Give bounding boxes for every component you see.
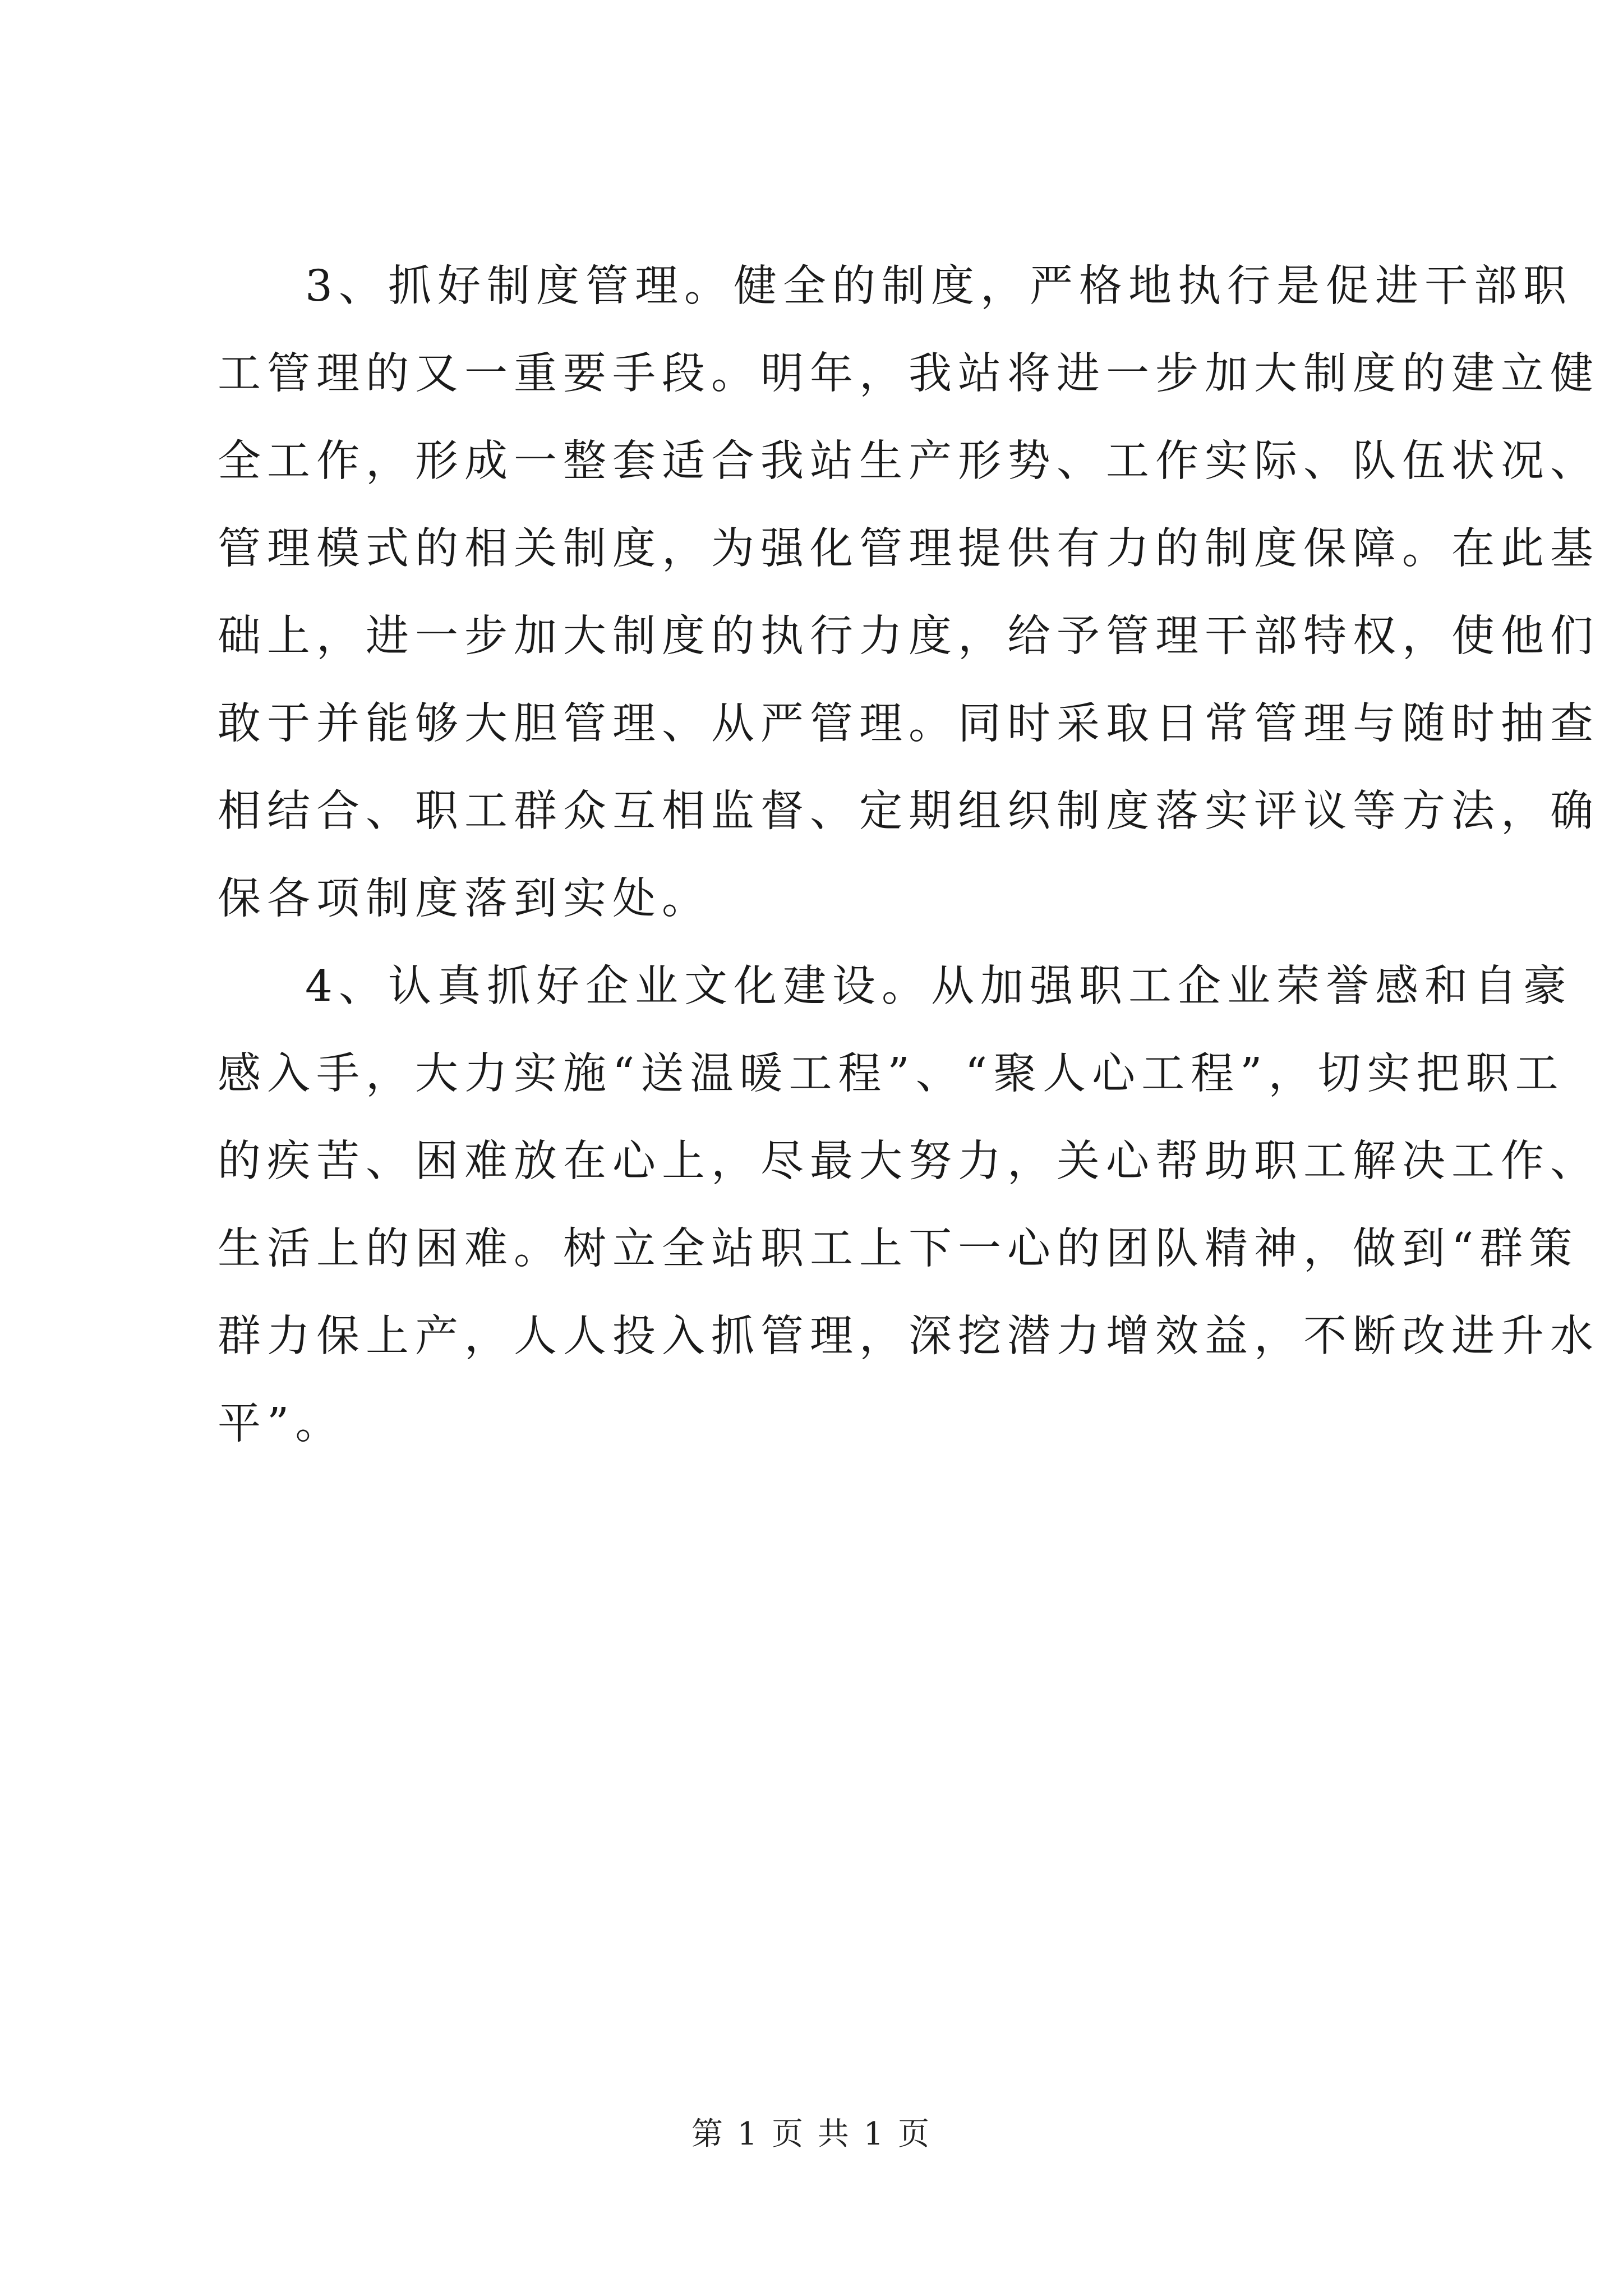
paragraph-4-line-6: 平”。 <box>218 1399 345 1449</box>
paragraph-3-line-7: 相结合、职工群众互相监督、定期组织制度落实评议等方法，确 <box>218 786 1599 836</box>
paragraph-4-line-1: 4、认真抓好企业文化建设。从加强职工企业荣誉感和自豪 <box>305 961 1573 1011</box>
paragraph-3-line-8: 保各项制度落到实处。 <box>218 874 711 924</box>
paragraph-3-line-3: 全工作，形成一整套适合我站生产形势、工作实际、队伍状况、 <box>218 436 1599 486</box>
paragraph-3-line-5: 础上，进一步加大制度的执行力度，给予管理干部特权，使他们 <box>218 611 1599 661</box>
paragraph-3-line-2: 工管理的又一重要手段。明年，我站将进一步加大制度的建立健 <box>218 349 1599 399</box>
paragraph-3-line-4: 管理模式的相关制度，为强化管理提供有力的制度保障。在此基 <box>218 524 1599 574</box>
paragraph-3-line-1: 3、抓好制度管理。健全的制度，严格地执行是促进干部职 <box>305 261 1573 311</box>
paragraph-4-line-4: 生活上的困难。树立全站职工上下一心的团队精神，做到“群策 <box>218 1224 1579 1274</box>
paragraph-4-line-5: 群力保上产，人人投入抓管理，深挖潜力增效益，不断改进升水 <box>218 1312 1599 1361</box>
page-number-footer: 第 1 页 共 1 页 <box>691 2116 932 2152</box>
paragraph-4-line-3: 的疾苦、困难放在心上，尽最大努力，关心帮助职工解决工作、 <box>218 1137 1599 1186</box>
paragraph-4-line-2: 感入手，大力实施“送温暖工程”、“聚人心工程”，切实把职工 <box>218 1049 1565 1099</box>
document-body <box>218 255 1599 1480</box>
paragraph-3-line-6: 敢于并能够大胆管理、从严管理。同时采取日常管理与随时抽查 <box>218 699 1599 749</box>
